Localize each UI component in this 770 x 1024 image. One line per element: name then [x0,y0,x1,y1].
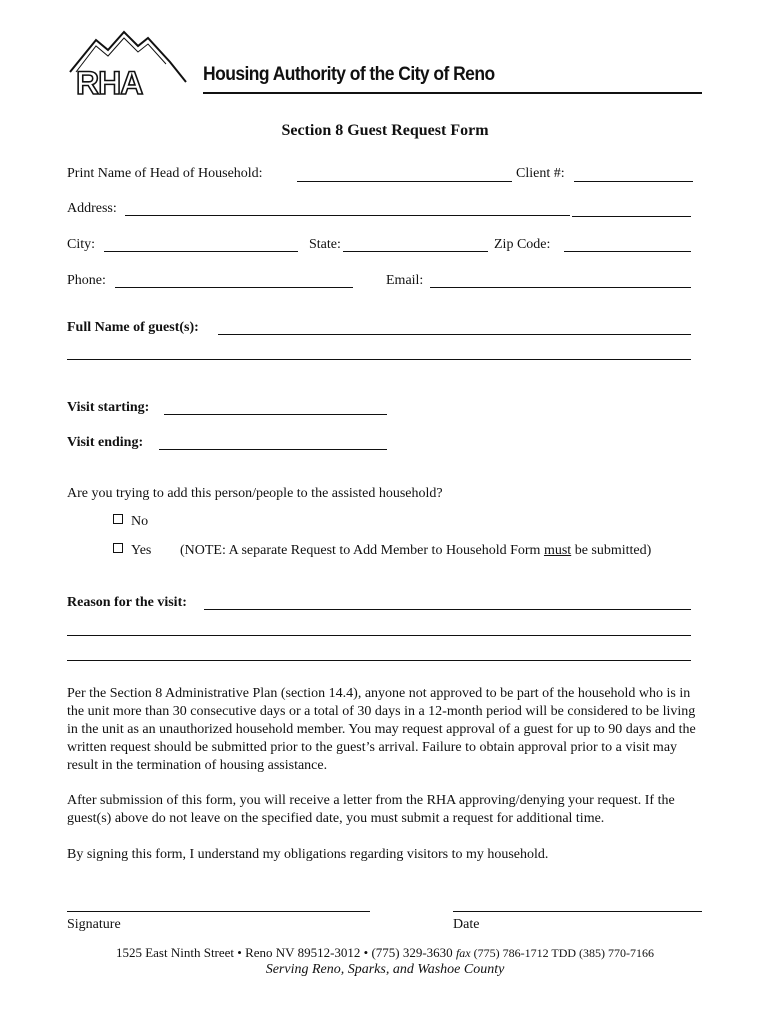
footer-contact [0,945,770,961]
visit-starting-field[interactable] [164,414,387,415]
zip-label: Zip Code: [494,237,551,252]
signature-label: Signature [67,917,121,932]
org-name: Housing Authority of the City of Reno [203,64,495,85]
visit-starting-label: Visit starting: [67,400,150,415]
option-no-label: No [131,514,149,529]
form-title: Section 8 Guest Request Form [281,122,489,139]
head-of-household-field[interactable] [297,181,512,182]
reason-field-3[interactable] [67,660,691,661]
address-field-2[interactable] [572,216,691,217]
footer-fax-label: fax [455,946,471,960]
policy-paragraph: Per the Section 8 Administrative Plan (section 14.4), anyone not approved to be part of the household who is in the unit more than 30 consecutive days or a total of 30 days in a 12-month period will be considered to be living in the unit as an unauthorized household member. You may request approval of a guest for up to 90 days and the written request should be submitted prior to the guest’s arrival. Failure to obtain approval prior to a visit may result in the termination of housing assistance. [67,686,696,773]
option-no[interactable] [113,514,148,530]
city-label: City: [67,237,96,252]
note-text-2: be submitted) [571,543,652,558]
visit-ending-label: Visit ending: [67,435,144,450]
state-label: State: [309,237,341,252]
no-checkbox[interactable] [113,514,123,524]
phone-label: Phone: [67,273,106,288]
reason-field[interactable] [204,609,691,610]
add-member-question: Are you trying to add this person/people to the assisted household? [67,486,443,501]
note-emphasis: must [543,543,572,558]
visit-ending-field[interactable] [159,449,387,450]
option-yes[interactable] [113,543,151,559]
yes-note [180,543,651,559]
option-yes-label: Yes [131,543,152,558]
acknowledgement-paragraph: By signing this form, I understand my obligations regarding visitors to my household. [67,847,549,862]
state-field[interactable] [343,251,488,252]
email-label: Email: [386,273,424,288]
date-field[interactable] [453,911,702,912]
client-number-field[interactable] [574,181,693,182]
guest-name-field-2[interactable] [67,359,691,360]
address-field[interactable] [125,215,570,216]
reason-field-2[interactable] [67,635,691,636]
note-text-1: (NOTE: A separate Request to Add Member to Household Form [180,543,544,558]
phone-field[interactable] [115,287,353,288]
rha-logo [68,28,198,100]
footer-address: 1525 East Ninth Street • Reno NV 89512-3012 • (775) 329-3630 [115,945,453,960]
signature-field[interactable] [67,911,370,912]
guest-name-field[interactable] [218,334,691,335]
client-number-label: Client #: [516,166,565,181]
header-rule [203,92,702,94]
footer-fax-tdd: (775) 786-1712 TDD (385) 770-7166 [470,946,655,960]
submission-paragraph: After submission of this form, you will receive a letter from the RHA approving/denying your request. If the guest(s) above do not leave on the specified date, you must submit a request for additional time. [67,793,675,826]
date-label: Date [453,917,480,932]
zip-field[interactable] [564,251,691,252]
email-field[interactable] [430,287,691,288]
guest-name-label: Full Name of guest(s): [67,320,199,335]
address-label: Address: [67,201,117,216]
yes-checkbox[interactable] [113,543,123,553]
footer-tagline: Serving Reno, Sparks, and Washoe County [265,962,505,977]
city-field[interactable] [104,251,298,252]
svg-text:RHA: RHA [76,65,143,100]
head-of-household-label: Print Name of Head of Household: [67,166,263,181]
reason-label: Reason for the visit: [67,595,187,610]
